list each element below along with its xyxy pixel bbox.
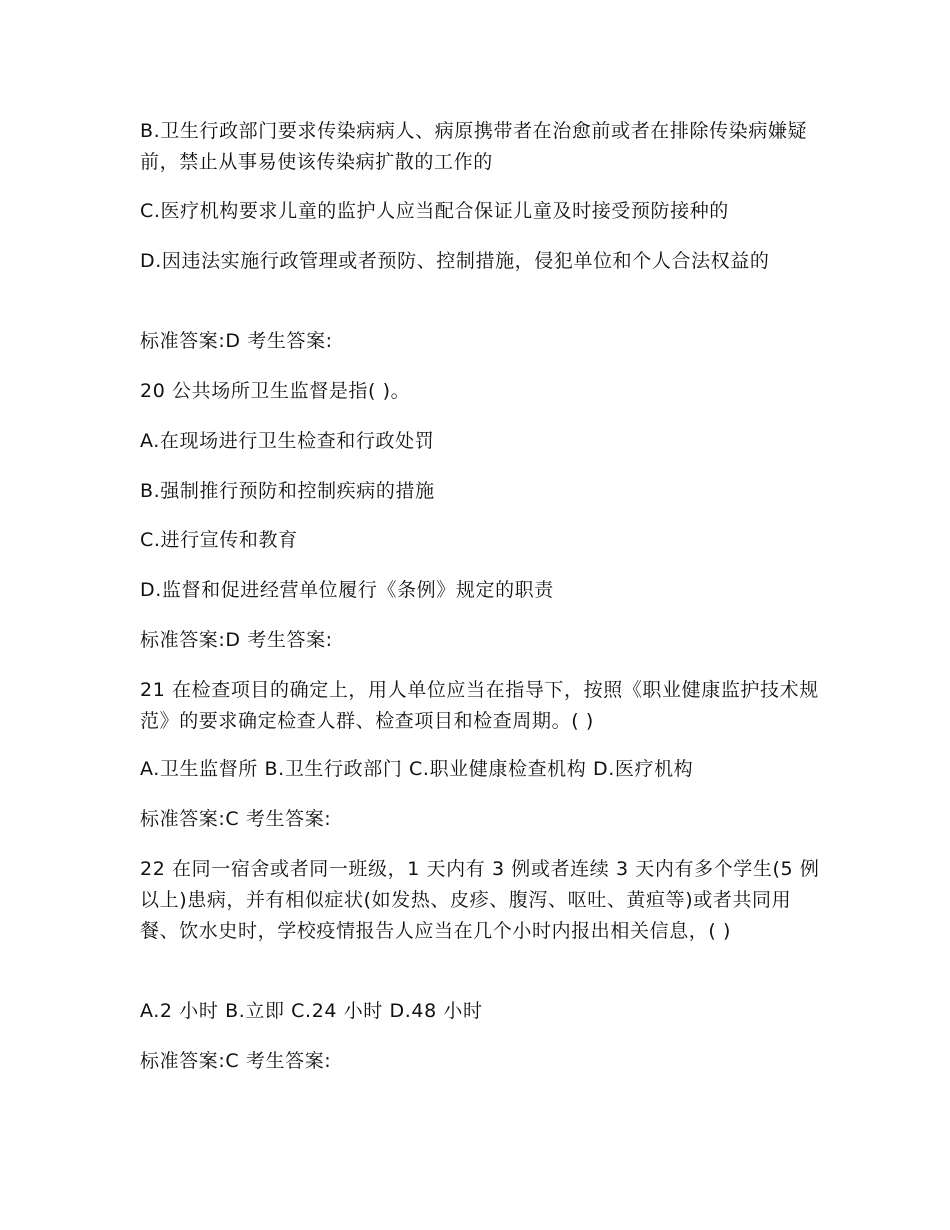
option-c-q20: C.进行宣传和教育 — [140, 529, 298, 551]
options-q21: A.卫生监督所 B.卫生行政部门 C.职业健康检查机构 D.医疗机构 — [140, 758, 694, 780]
option-c-q19: C.医疗机构要求儿童的监护人应当配合保证儿童及时接受预防接种的 — [140, 200, 729, 222]
answer-line-q19: 标准答案:D 考生答案: — [140, 330, 333, 352]
option-b-q20: B.强制推行预防和控制疾病的措施 — [140, 480, 435, 502]
answer-line-q20: 标准答案:D 考生答案: — [140, 629, 333, 651]
options-q22: A.2 小时 B.立即 C.24 小时 D.48 小时 — [140, 1000, 483, 1022]
question-22: 22 在同一宿舍或者同一班级，1 天内有 3 例或者连续 3 天内有多个学生(5 例以上)患病，并有相似症状(如发热、皮疹、腹泻、呕吐、黄疸等)或者共同用餐、饮水史时，学校疫情报告人应当在几个小时内报出相关信息，( ) — [140, 858, 820, 942]
question-21: 21 在检查项目的确定上，用人单位应当在指导下，按照《职业健康监护技术规范》的要求确定检查人群、检查项目和检查周期。( ) — [140, 679, 819, 732]
question-20: 20 公共场所卫生监督是指( )。 — [140, 380, 411, 402]
option-b-q19: B.卫生行政部门要求传染病病人、病原携带者在治愈前或者在排除传染病嫌疑前，禁止从事易使该传染病扩散的工作的 — [140, 120, 808, 173]
answer-line-q21: 标准答案:C 考生答案: — [140, 808, 332, 830]
option-d-q20: D.监督和促进经营单位履行《条例》规定的职责 — [140, 579, 554, 601]
option-a-q20: A.在现场进行卫生检查和行政处罚 — [140, 430, 435, 452]
option-d-q19: D.因违法实施行政管理或者预防、控制措施，侵犯单位和个人合法权益的 — [140, 250, 770, 272]
answer-line-q22: 标准答案:C 考生答案: — [140, 1050, 332, 1072]
